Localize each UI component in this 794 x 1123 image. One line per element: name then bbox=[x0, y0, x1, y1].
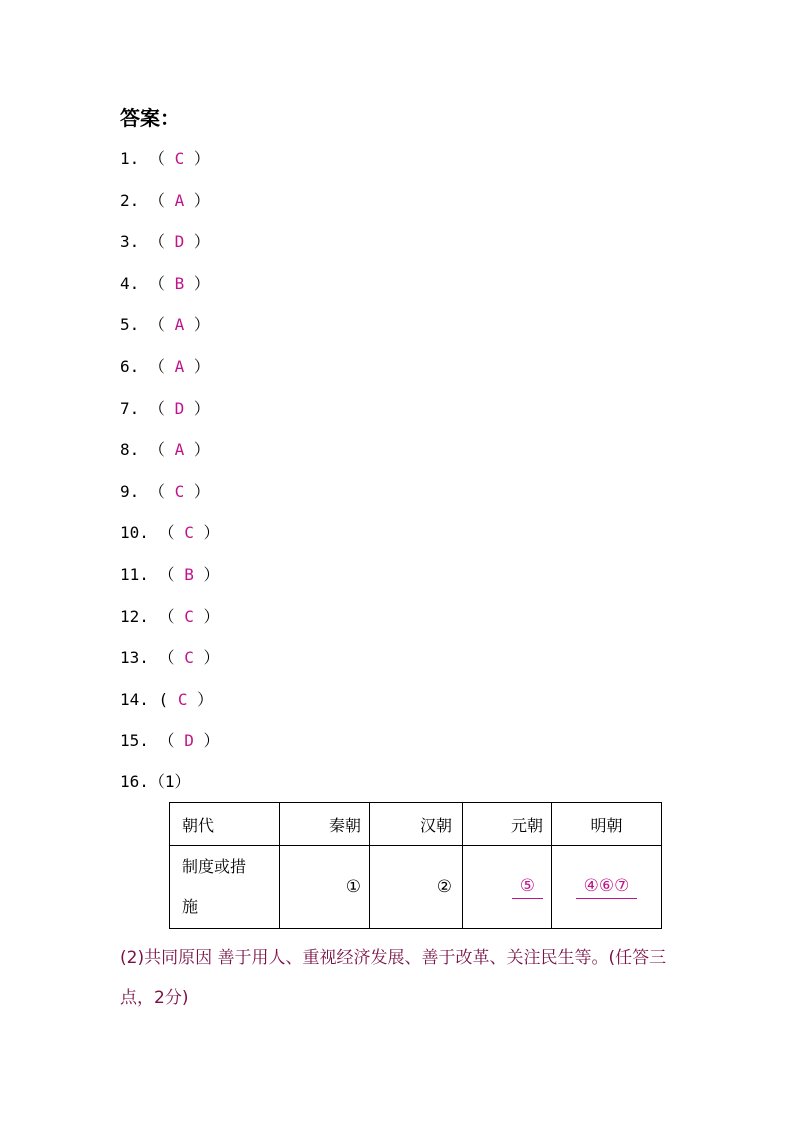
table-cell bbox=[552, 846, 662, 929]
table-cell bbox=[463, 846, 552, 929]
answer-item bbox=[120, 228, 520, 270]
close-paren: ） bbox=[203, 606, 220, 626]
open-paren: （ bbox=[148, 398, 165, 418]
table-header-row bbox=[170, 803, 662, 846]
close-paren: ） bbox=[203, 564, 220, 584]
close-paren: ） bbox=[193, 232, 210, 252]
table-header-cell: 元朝 bbox=[463, 803, 552, 846]
answer-number: 8. bbox=[120, 440, 140, 460]
answer-item bbox=[120, 727, 520, 769]
answer-number: 4. bbox=[120, 273, 140, 293]
answer-number: 13. bbox=[120, 648, 149, 668]
answer-list bbox=[120, 145, 520, 769]
answer-item bbox=[120, 187, 520, 229]
answer-letter: C bbox=[174, 149, 185, 168]
open-paren: （ bbox=[158, 523, 175, 543]
close-paren: ） bbox=[193, 356, 210, 376]
answer-letter: C bbox=[177, 689, 188, 709]
answer-item bbox=[120, 478, 520, 520]
open-paren: （ bbox=[158, 648, 175, 668]
answer-number: 15. bbox=[120, 731, 149, 751]
question-16-label: 16.（1） bbox=[120, 772, 191, 791]
answer-item bbox=[120, 311, 520, 353]
open-paren: （ bbox=[148, 440, 165, 460]
answer-number: 7. bbox=[120, 398, 140, 418]
close-paren: ） bbox=[203, 731, 220, 751]
open-paren: （ bbox=[158, 564, 175, 584]
answer-letter: A bbox=[174, 315, 185, 335]
answer-letter: C bbox=[184, 523, 194, 543]
answer-letter: D bbox=[184, 731, 194, 751]
table-header-cell: 汉朝 bbox=[370, 803, 463, 846]
close-paren: ） bbox=[197, 689, 214, 709]
page-title: 答案： bbox=[120, 106, 180, 130]
row-label bbox=[182, 847, 279, 927]
answer-item bbox=[120, 436, 520, 478]
row-label-line: 制度或措 bbox=[182, 857, 247, 876]
open-paren: （ bbox=[148, 149, 165, 168]
close-paren: ） bbox=[193, 273, 210, 293]
answer-item bbox=[120, 644, 520, 686]
close-paren: ） bbox=[193, 190, 210, 210]
answer-letter: D bbox=[174, 398, 185, 418]
table-header-cell: 明朝 bbox=[552, 803, 662, 846]
answer-number: 3. bbox=[120, 232, 140, 252]
cell-value: ④⑥⑦ bbox=[576, 876, 638, 899]
table-cell bbox=[370, 846, 463, 929]
table-cell bbox=[280, 846, 370, 929]
row-label-line: 施 bbox=[182, 897, 199, 916]
close-paren: ） bbox=[203, 523, 220, 543]
answer-letter: B bbox=[174, 273, 185, 293]
open-paren: （ bbox=[148, 273, 165, 293]
answer-number: 5. bbox=[120, 315, 140, 335]
cell-value: ② bbox=[436, 877, 452, 897]
close-paren: ） bbox=[193, 149, 210, 168]
table-header-cell: 朝代 bbox=[170, 803, 280, 846]
answer-letter: C bbox=[184, 606, 194, 626]
close-paren: ） bbox=[193, 481, 210, 501]
close-paren: ） bbox=[193, 315, 210, 335]
answer-item bbox=[120, 603, 520, 645]
answer-item bbox=[120, 561, 520, 603]
answer-letter: C bbox=[184, 648, 194, 668]
answer-number: 11. bbox=[120, 564, 149, 584]
cell-value: ① bbox=[345, 877, 361, 897]
answer-item bbox=[120, 353, 520, 395]
answer-letter: A bbox=[174, 190, 185, 210]
answer-item bbox=[120, 395, 520, 437]
open-paren: （ bbox=[158, 731, 175, 751]
cell-value: ⑤ bbox=[512, 876, 543, 899]
open-paren: ( bbox=[158, 689, 169, 709]
row-label-cell bbox=[170, 846, 280, 929]
answer-number: 12. bbox=[120, 606, 149, 626]
answer-letter: A bbox=[174, 440, 185, 460]
table-header-cell: 秦朝 bbox=[280, 803, 370, 846]
answer-number: 10. bbox=[120, 523, 149, 543]
answer-number: 6. bbox=[120, 356, 140, 376]
answer-item bbox=[120, 270, 520, 312]
answer-number: 1. bbox=[120, 149, 140, 168]
close-paren: ） bbox=[203, 648, 220, 668]
open-paren: （ bbox=[148, 190, 165, 210]
answer-letter: A bbox=[174, 356, 185, 376]
open-paren: （ bbox=[158, 606, 175, 626]
question-16-part-2: (2)共同原因 善于用人、重视经济发展、善于改革、关注民生等。(任答三点，2分) bbox=[120, 948, 667, 1008]
answer-letter: B bbox=[184, 564, 194, 584]
table-row bbox=[170, 846, 662, 929]
answer-number: 14. bbox=[120, 689, 149, 709]
answer-letter: C bbox=[174, 481, 185, 501]
answer-letter: D bbox=[174, 232, 185, 252]
answer-item bbox=[120, 686, 520, 728]
open-paren: （ bbox=[148, 481, 165, 501]
close-paren: ） bbox=[193, 398, 210, 418]
open-paren: （ bbox=[148, 232, 165, 252]
answer-number: 9. bbox=[120, 481, 140, 501]
open-paren: （ bbox=[148, 356, 165, 376]
close-paren: ） bbox=[193, 440, 210, 460]
answer-item bbox=[120, 519, 520, 561]
answer-item bbox=[120, 145, 520, 187]
answer-number: 2. bbox=[120, 190, 140, 210]
open-paren: （ bbox=[148, 315, 165, 335]
dynasty-table bbox=[169, 802, 662, 929]
